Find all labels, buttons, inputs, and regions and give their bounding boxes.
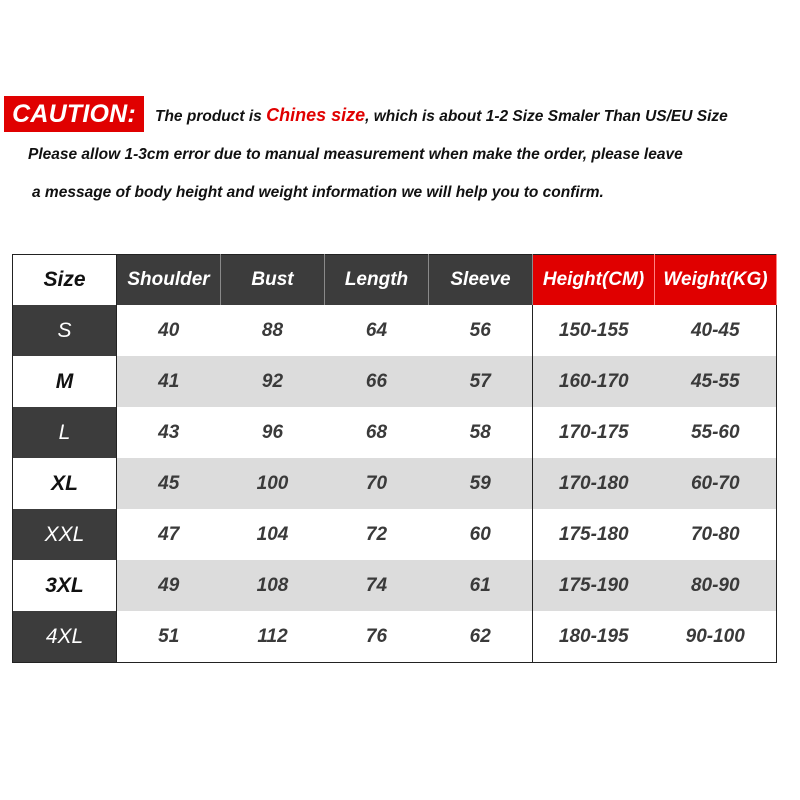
caution-line-3: a message of body height and weight information we will help you to confirm. xyxy=(32,184,604,201)
weight-value: 70-80 xyxy=(655,509,777,560)
sleeve-value: 61 xyxy=(429,560,533,611)
table-row xyxy=(13,611,777,663)
header-shoulder: Shoulder xyxy=(117,255,221,306)
table-row xyxy=(13,509,777,560)
header-length: Length xyxy=(325,255,429,306)
height-value: 180-195 xyxy=(533,611,655,663)
shoulder-value: 41 xyxy=(117,356,221,407)
shoulder-value: 47 xyxy=(117,509,221,560)
size-label: 3XL xyxy=(13,560,117,611)
bust-value: 96 xyxy=(221,407,325,458)
bust-value: 88 xyxy=(221,305,325,356)
size-label: M xyxy=(13,356,117,407)
table-row xyxy=(13,305,777,356)
weight-value: 45-55 xyxy=(655,356,777,407)
height-value: 175-180 xyxy=(533,509,655,560)
height-value: 170-180 xyxy=(533,458,655,509)
caution-line-1 xyxy=(155,105,728,126)
length-value: 70 xyxy=(325,458,429,509)
table-header-row xyxy=(13,255,777,306)
weight-value: 90-100 xyxy=(655,611,777,663)
caution-line-2: Please allow 1-3cm error due to manual measurement when make the order, please leave xyxy=(28,146,683,163)
length-value: 66 xyxy=(325,356,429,407)
size-chart-table xyxy=(12,254,777,663)
length-value: 68 xyxy=(325,407,429,458)
height-value: 175-190 xyxy=(533,560,655,611)
caution-line-1-before: The product is xyxy=(155,108,267,125)
height-value: 160-170 xyxy=(533,356,655,407)
sleeve-value: 57 xyxy=(429,356,533,407)
length-value: 64 xyxy=(325,305,429,356)
weight-value: 80-90 xyxy=(655,560,777,611)
caution-badge: CAUTION: xyxy=(4,96,144,132)
header-sleeve: Sleeve xyxy=(429,255,533,306)
table-row xyxy=(13,560,777,611)
length-value: 74 xyxy=(325,560,429,611)
chinese-size-highlight: Chines size xyxy=(266,105,366,125)
size-label: XL xyxy=(13,458,117,509)
header-bust: Bust xyxy=(221,255,325,306)
sleeve-value: 58 xyxy=(429,407,533,458)
bust-value: 92 xyxy=(221,356,325,407)
size-label: XXL xyxy=(13,509,117,560)
sleeve-value: 59 xyxy=(429,458,533,509)
table-row xyxy=(13,407,777,458)
size-label: 4XL xyxy=(13,611,117,663)
height-value: 170-175 xyxy=(533,407,655,458)
sleeve-value: 60 xyxy=(429,509,533,560)
length-value: 76 xyxy=(325,611,429,663)
shoulder-value: 49 xyxy=(117,560,221,611)
table-row xyxy=(13,458,777,509)
header-weight: Weight(KG) xyxy=(655,255,777,306)
bust-value: 108 xyxy=(221,560,325,611)
size-label: S xyxy=(13,305,117,356)
sleeve-value: 62 xyxy=(429,611,533,663)
caution-line-1-after: , which is about 1-2 Size Smaler Than US/EU Size xyxy=(365,108,728,125)
height-value: 150-155 xyxy=(533,305,655,356)
sleeve-value: 56 xyxy=(429,305,533,356)
header-size: Size xyxy=(13,255,117,306)
weight-value: 60-70 xyxy=(655,458,777,509)
size-label: L xyxy=(13,407,117,458)
length-value: 72 xyxy=(325,509,429,560)
bust-value: 100 xyxy=(221,458,325,509)
header-height: Height(CM) xyxy=(533,255,655,306)
weight-value: 40-45 xyxy=(655,305,777,356)
bust-value: 104 xyxy=(221,509,325,560)
shoulder-value: 51 xyxy=(117,611,221,663)
weight-value: 55-60 xyxy=(655,407,777,458)
bust-value: 112 xyxy=(221,611,325,663)
shoulder-value: 45 xyxy=(117,458,221,509)
shoulder-value: 43 xyxy=(117,407,221,458)
shoulder-value: 40 xyxy=(117,305,221,356)
table-row xyxy=(13,356,777,407)
